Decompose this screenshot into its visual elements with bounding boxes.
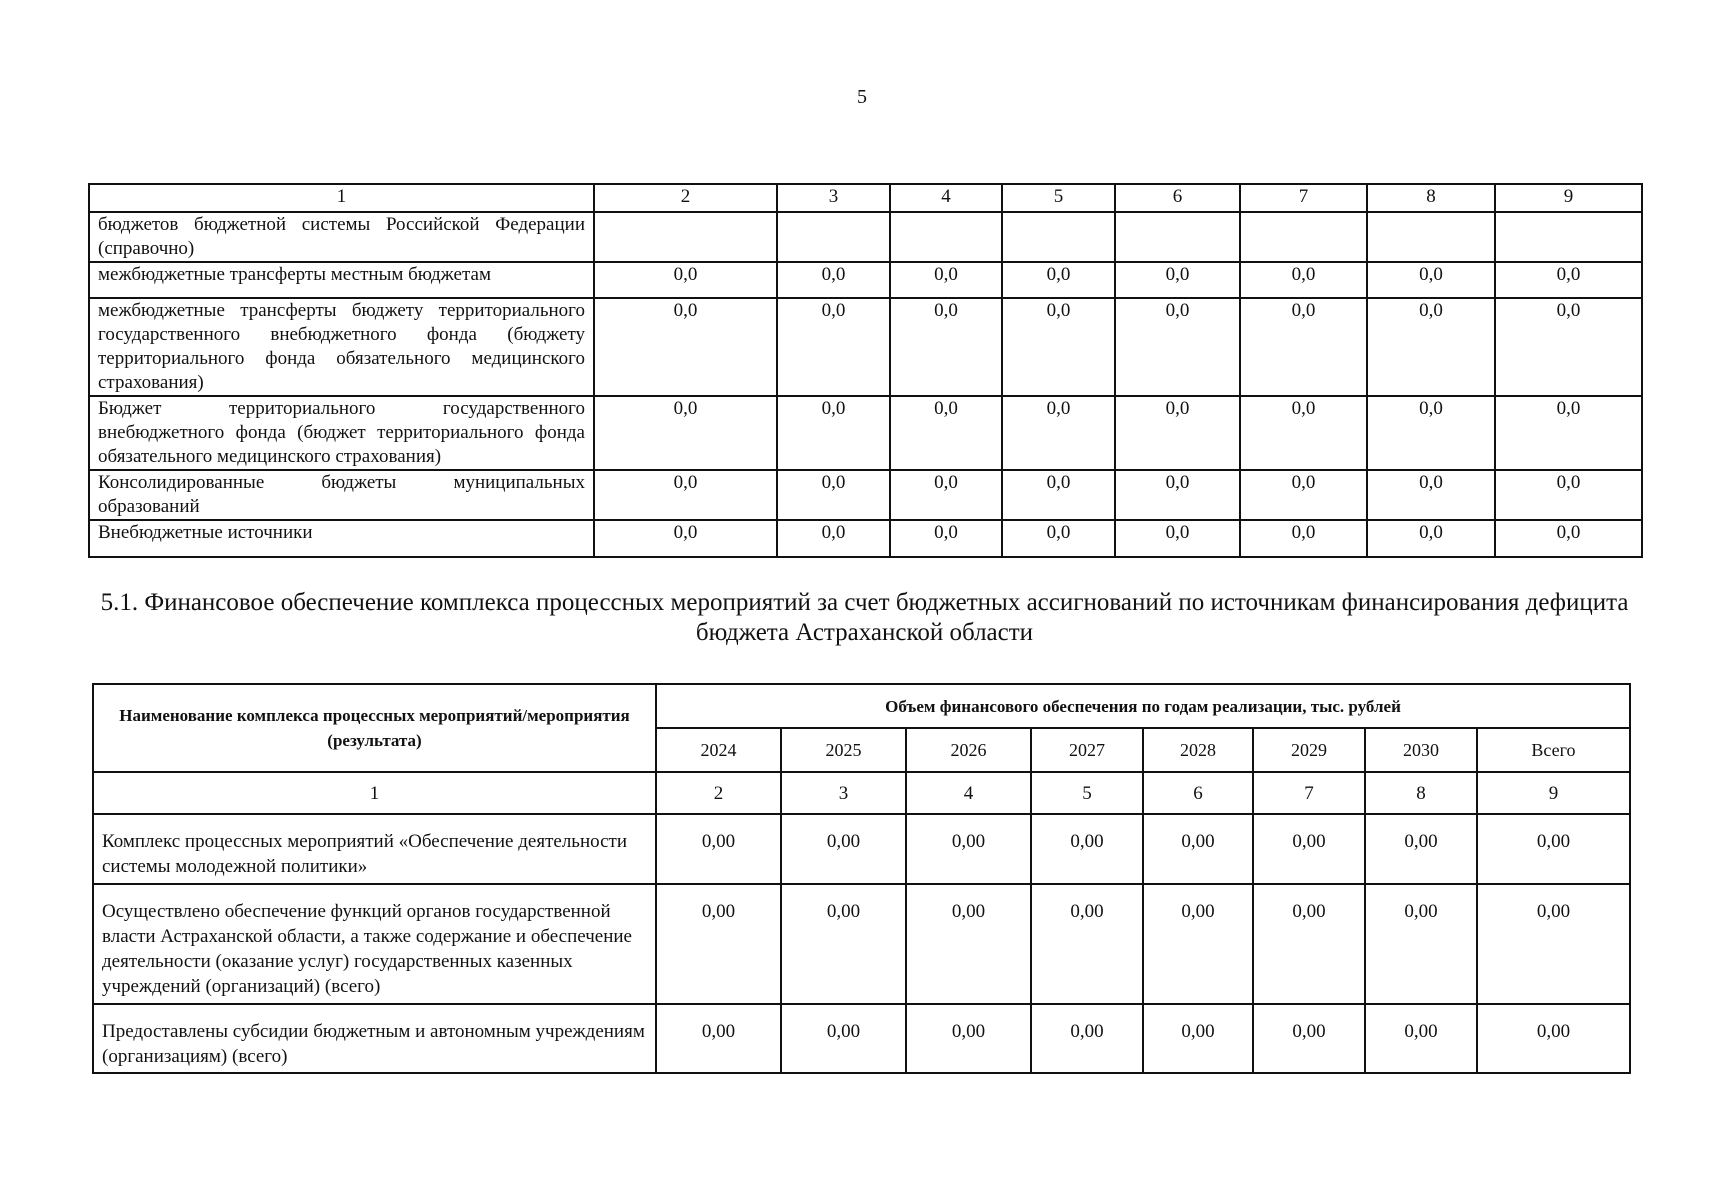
cell-value: 0,0 bbox=[1002, 262, 1115, 298]
column-index: 3 bbox=[781, 772, 906, 814]
table-row bbox=[93, 1004, 1630, 1073]
cell-value: 0,0 bbox=[1240, 520, 1367, 557]
cell-value: 0,0 bbox=[1367, 298, 1495, 396]
cell-value: 0,00 bbox=[1253, 814, 1365, 884]
financing-table bbox=[92, 683, 1631, 1074]
table-header-row bbox=[93, 684, 1630, 728]
table-row bbox=[89, 470, 1642, 520]
row-name: Бюджет территориального государственного внебюджетного фонда (бюджет территориального фонда обязательного медицинского страхования) bbox=[89, 396, 594, 470]
cell-value bbox=[1495, 212, 1642, 262]
column-index: 8 bbox=[1365, 772, 1477, 814]
cell-value: 0,0 bbox=[1367, 520, 1495, 557]
cell-value: 0,00 bbox=[1143, 814, 1253, 884]
section-title: 5.1. Финансовое обеспечение комплекса процессных мероприятий за счет бюджетных ассигнований по источникам финансирования дефицита бюджета Астраханской области bbox=[100, 589, 1629, 646]
cell-value: 0,00 bbox=[906, 1004, 1031, 1073]
cell-value: 0,00 bbox=[1143, 884, 1253, 1004]
row-name: межбюджетные трансферты местным бюджетам bbox=[89, 262, 594, 298]
cell-value: 0,0 bbox=[594, 470, 777, 520]
cell-value: 0,00 bbox=[781, 884, 906, 1004]
row-name: Консолидированные бюджеты муниципальных образований bbox=[89, 470, 594, 520]
column-index: 9 bbox=[1495, 184, 1642, 212]
column-index: 3 bbox=[777, 184, 890, 212]
cell-value: 0,0 bbox=[1002, 470, 1115, 520]
cell-value: 0,0 bbox=[777, 470, 890, 520]
cell-value: 0,0 bbox=[890, 298, 1002, 396]
cell-value: 0,0 bbox=[1240, 298, 1367, 396]
cell-value: 0,0 bbox=[1495, 470, 1642, 520]
cell-value: 0,0 bbox=[890, 262, 1002, 298]
cell-value: 0,0 bbox=[1115, 396, 1240, 470]
column-index: 5 bbox=[1031, 772, 1143, 814]
year-header: 2030 bbox=[1365, 728, 1477, 772]
cell-value: 0,0 bbox=[1367, 470, 1495, 520]
row-name: Внебюджетные источники bbox=[89, 520, 594, 557]
row-name: межбюджетные трансферты бюджету территориального государственного внебюджетного фонда (бюджету территориального фонда обязательного медицинского страхования) bbox=[89, 298, 594, 396]
cell-value: 0,0 bbox=[1367, 396, 1495, 470]
column-index: 4 bbox=[906, 772, 1031, 814]
year-header: 2025 bbox=[781, 728, 906, 772]
column-index-row bbox=[93, 772, 1630, 814]
year-header: 2024 bbox=[656, 728, 781, 772]
cell-value: 0,00 bbox=[656, 814, 781, 884]
column-index: 4 bbox=[890, 184, 1002, 212]
cell-value: 0,00 bbox=[1365, 1004, 1477, 1073]
cell-value: 0,00 bbox=[906, 884, 1031, 1004]
cell-value bbox=[1002, 212, 1115, 262]
column-index: 6 bbox=[1143, 772, 1253, 814]
table-row bbox=[89, 262, 1642, 298]
column-index: 7 bbox=[1253, 772, 1365, 814]
cell-value: 0,0 bbox=[1240, 262, 1367, 298]
cell-value: 0,0 bbox=[1115, 520, 1240, 557]
cell-value bbox=[1367, 212, 1495, 262]
column-index: 8 bbox=[1367, 184, 1495, 212]
cell-value: 0,0 bbox=[777, 396, 890, 470]
cell-value: 0,0 bbox=[1495, 298, 1642, 396]
cell-value: 0,0 bbox=[777, 262, 890, 298]
cell-value: 0,0 bbox=[1002, 520, 1115, 557]
cell-value bbox=[594, 212, 777, 262]
row-name: Комплекс процессных мероприятий «Обеспечение деятельности системы молодежной политики» bbox=[93, 814, 656, 884]
cell-value bbox=[777, 212, 890, 262]
name-column-header: Наименование комплекса процессных мероприятий/мероприятия (результата) bbox=[93, 684, 656, 772]
cell-value: 0,0 bbox=[890, 520, 1002, 557]
year-header: 2028 bbox=[1143, 728, 1253, 772]
cell-value: 0,00 bbox=[781, 1004, 906, 1073]
row-name: бюджетов бюджетной системы Российской Федерации (справочно) bbox=[89, 212, 594, 262]
table-row bbox=[89, 212, 1642, 262]
cell-value: 0,00 bbox=[1253, 884, 1365, 1004]
column-index: 1 bbox=[93, 772, 656, 814]
column-index: 2 bbox=[594, 184, 777, 212]
cell-value: 0,0 bbox=[594, 520, 777, 557]
cell-value: 0,0 bbox=[1240, 396, 1367, 470]
total-header: Всего bbox=[1477, 728, 1630, 772]
cell-value: 0,00 bbox=[1365, 884, 1477, 1004]
row-name: Предоставлены субсидии бюджетным и автономным учреждениям (организациям) (всего) bbox=[93, 1004, 656, 1073]
cell-value: 0,0 bbox=[1240, 470, 1367, 520]
table-row bbox=[89, 396, 1642, 470]
cell-value: 0,0 bbox=[777, 520, 890, 557]
cell-value: 0,0 bbox=[1002, 396, 1115, 470]
column-index: 5 bbox=[1002, 184, 1115, 212]
volume-column-header: Объем финансового обеспечения по годам реализации, тыс. рублей bbox=[656, 684, 1630, 728]
cell-value: 0,0 bbox=[890, 470, 1002, 520]
cell-value: 0,0 bbox=[1115, 298, 1240, 396]
cell-value: 0,0 bbox=[1115, 262, 1240, 298]
cell-value: 0,0 bbox=[1495, 262, 1642, 298]
year-header: 2027 bbox=[1031, 728, 1143, 772]
cell-value: 0,0 bbox=[1115, 470, 1240, 520]
column-index: 7 bbox=[1240, 184, 1367, 212]
cell-value: 0,00 bbox=[1477, 884, 1630, 1004]
column-index: 9 bbox=[1477, 772, 1630, 814]
cell-value: 0,0 bbox=[594, 262, 777, 298]
cell-value: 0,0 bbox=[777, 298, 890, 396]
cell-value: 0,00 bbox=[906, 814, 1031, 884]
cell-value: 0,00 bbox=[1031, 1004, 1143, 1073]
table-row bbox=[89, 298, 1642, 396]
row-name: Осуществлено обеспечение функций органов государственной власти Астраханской области, а также содержание и обеспечение деятельности (оказание услуг) государственных казенных учреждений (организаций) (всего) bbox=[93, 884, 656, 1004]
cell-value: 0,0 bbox=[594, 396, 777, 470]
cell-value: 0,0 bbox=[1495, 396, 1642, 470]
column-index: 2 bbox=[656, 772, 781, 814]
table-row bbox=[93, 884, 1630, 1004]
page-number: 5 bbox=[857, 86, 867, 108]
cell-value: 0,00 bbox=[781, 814, 906, 884]
cell-value bbox=[890, 212, 1002, 262]
table-row bbox=[89, 520, 1642, 557]
cell-value: 0,00 bbox=[656, 884, 781, 1004]
year-header: 2026 bbox=[906, 728, 1031, 772]
cell-value: 0,0 bbox=[890, 396, 1002, 470]
column-index: 6 bbox=[1115, 184, 1240, 212]
table-row bbox=[93, 814, 1630, 884]
cell-value: 0,00 bbox=[1253, 1004, 1365, 1073]
cell-value: 0,0 bbox=[1495, 520, 1642, 557]
cell-value: 0,0 bbox=[1367, 262, 1495, 298]
cell-value: 0,00 bbox=[1143, 1004, 1253, 1073]
cell-value bbox=[1115, 212, 1240, 262]
cell-value: 0,00 bbox=[1031, 814, 1143, 884]
sources-table bbox=[88, 183, 1643, 558]
column-index: 1 bbox=[89, 184, 594, 212]
cell-value: 0,00 bbox=[1365, 814, 1477, 884]
table-header-row bbox=[89, 184, 1642, 212]
cell-value: 0,0 bbox=[594, 298, 777, 396]
cell-value: 0,00 bbox=[1477, 814, 1630, 884]
cell-value: 0,00 bbox=[656, 1004, 781, 1073]
cell-value bbox=[1240, 212, 1367, 262]
cell-value: 0,00 bbox=[1031, 884, 1143, 1004]
year-header: 2029 bbox=[1253, 728, 1365, 772]
cell-value: 0,00 bbox=[1477, 1004, 1630, 1073]
cell-value: 0,0 bbox=[1002, 298, 1115, 396]
